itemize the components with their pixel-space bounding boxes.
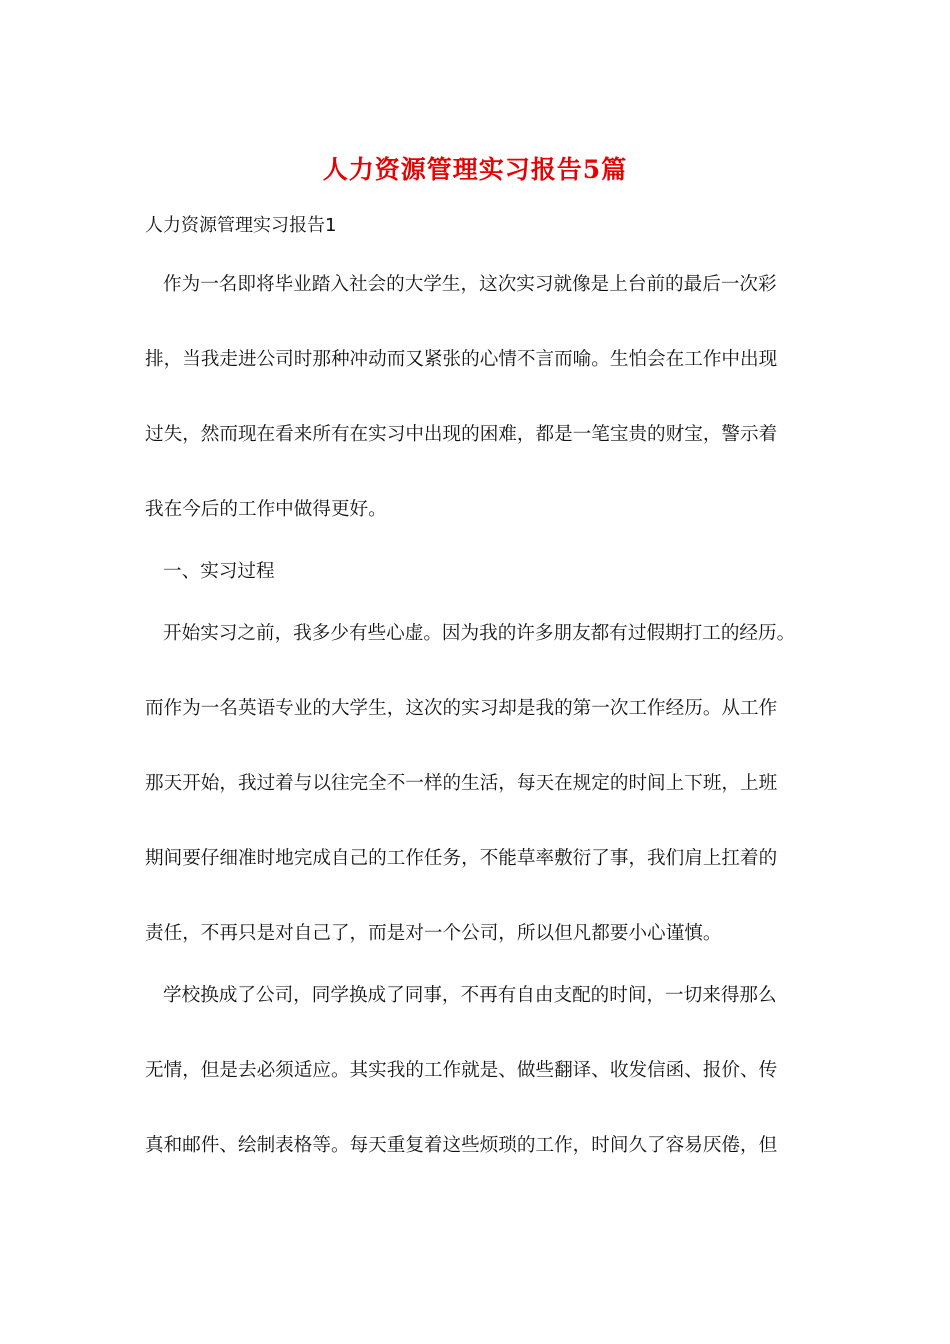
report-subtitle: 人力资源管理实习报告1 [145, 215, 337, 236]
paragraph-line: 而作为一名英语专业的大学生，这次的实习却是我的第一次工作经历。从工作 [145, 698, 778, 719]
paragraph-line: 期间要仔细准时地完成自己的工作任务，不能草率敷衍了事，我们肩上扛着的 [145, 848, 778, 869]
paragraph-line: 那天开始，我过着与以往完全不一样的生活，每天在规定的时间上下班，上班 [145, 773, 778, 794]
paragraph-line: 过失，然而现在看来所有在实习中出现的困难，都是一笔宝贵的财宝，警示着 [145, 424, 778, 445]
paragraph-line: 真和邮件、绘制表格等。每天重复着这些烦琐的工作，时间久了容易厌倦，但 [145, 1135, 778, 1156]
paragraph-line: 无情，但是去必须适应。其实我的工作就是、做些翻译、收发信函、报价、传 [145, 1060, 778, 1081]
paragraph-line: 我在今后的工作中做得更好。 [145, 499, 387, 520]
paragraph-line: 责任，不再只是对自己了，而是对一个公司，所以但凡都要小心谨慎。 [145, 923, 722, 944]
paragraph-line: 学校换成了公司，同学换成了同事，不再有自由支配的时间，一切来得那么 [163, 985, 777, 1006]
paragraph-line: 排，当我走进公司时那种冲动而又紧张的心情不言而喻。生怕会在工作中出现 [145, 349, 778, 370]
document-title: 人力资源管理实习报告5篇 [322, 155, 628, 184]
paragraph-line: 开始实习之前，我多少有些心虚。因为我的许多朋友都有过假期打工的经历。 [163, 623, 796, 644]
section-heading: 一、实习过程 [163, 561, 275, 582]
paragraph-line: 作为一名即将毕业踏入社会的大学生，这次实习就像是上台前的最后一次彩 [163, 274, 777, 295]
